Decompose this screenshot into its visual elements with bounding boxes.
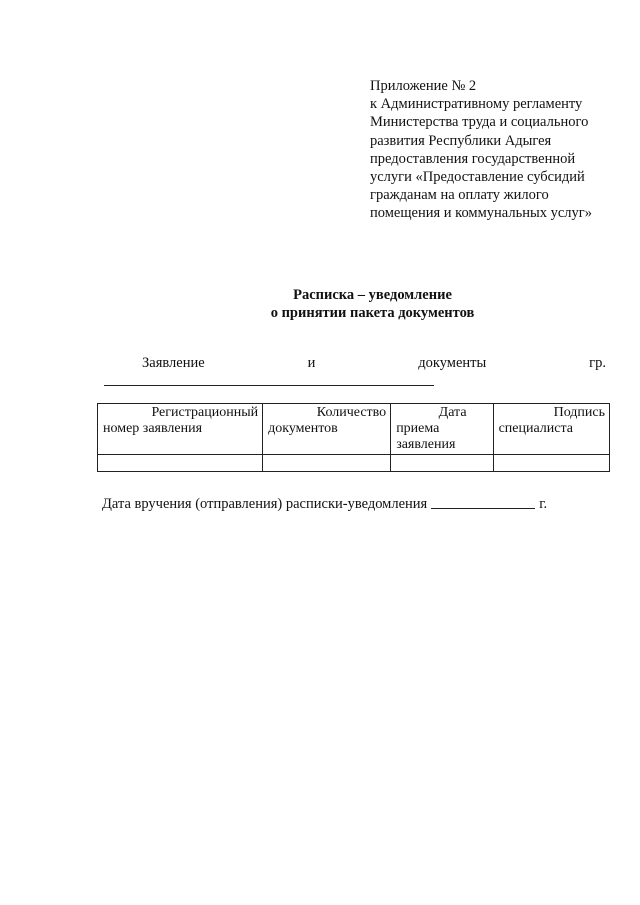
appendix-line: Министерства труда и социального <box>370 114 589 131</box>
title-line-1: Расписка – уведомление <box>293 287 452 303</box>
header-cell-signature <box>493 404 609 455</box>
header-text: специалиста <box>498 421 573 436</box>
intro-line <box>102 355 606 372</box>
header-cell-registration <box>98 404 263 455</box>
appendix-line: развития Республики Адыгея <box>370 132 552 149</box>
header-cell-date <box>391 404 493 455</box>
year-suffix: г. <box>539 496 548 512</box>
documents-table <box>97 403 610 472</box>
delivery-date-line <box>102 496 547 513</box>
intro-word: документы <box>418 355 487 371</box>
appendix-line: предоставления государственной <box>370 150 576 167</box>
intro-word: и <box>307 355 316 371</box>
fill-in-underline <box>104 385 434 386</box>
header-text: Дата <box>438 405 467 420</box>
header-text: Количество <box>316 405 387 420</box>
appendix-line: помещения и коммунальных услуг» <box>370 205 592 222</box>
table-cell[interactable] <box>493 455 609 472</box>
header-cell-count <box>263 404 391 455</box>
appendix-line: Приложение № 2 <box>370 78 477 94</box>
delivery-date-blank[interactable] <box>431 496 535 509</box>
table-row <box>98 455 610 472</box>
intro-word: Заявление <box>142 355 205 371</box>
appendix-line: услуги «Предоставление субсидий <box>370 169 585 186</box>
intro-word: гр. <box>589 355 606 371</box>
delivery-label: Дата вручения (отправления) расписки-уведомления <box>102 496 428 512</box>
appendix-line: гражданам на оплату жилого <box>370 187 549 204</box>
header-text: Регистрационный <box>151 405 259 420</box>
header-text: заявления <box>396 437 456 452</box>
title-line-2: о принятии пакета документов <box>270 305 475 321</box>
table-cell[interactable] <box>98 455 263 472</box>
header-text: Подпись <box>553 405 605 420</box>
appendix-block <box>370 77 630 223</box>
appendix-line: к Административному регламенту <box>370 96 583 113</box>
table-cell[interactable] <box>391 455 493 472</box>
header-text: приема <box>396 421 440 436</box>
header-text: документов <box>268 421 338 436</box>
table-header-row <box>98 404 610 455</box>
header-text: номер заявления <box>103 421 203 436</box>
document-title <box>0 286 640 322</box>
table-cell[interactable] <box>263 455 391 472</box>
